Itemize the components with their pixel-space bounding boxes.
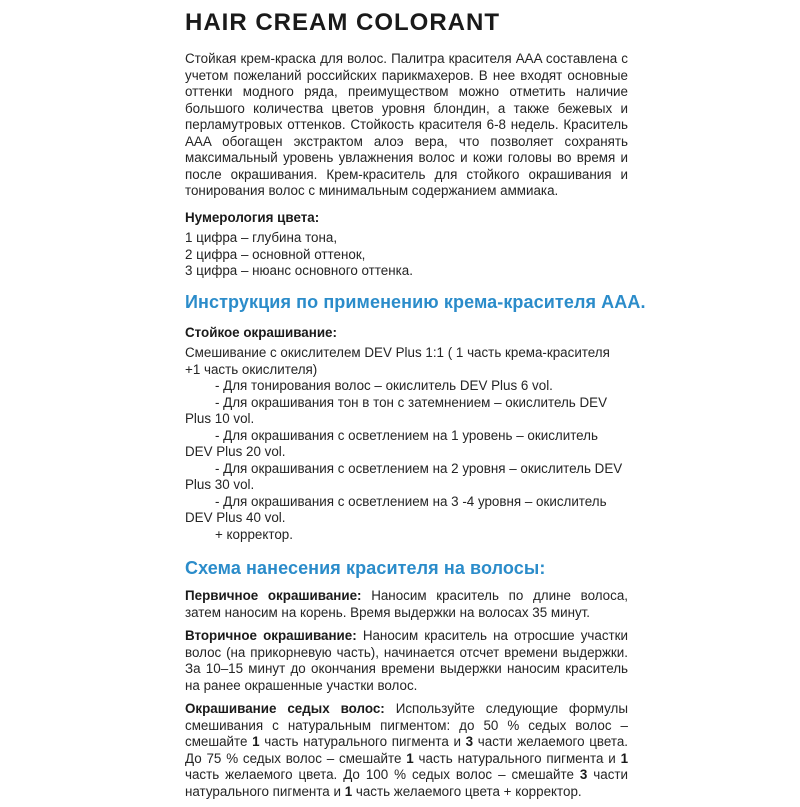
oxidizer-bullet: - Для окрашивания с осветлением на 1 уровень – окислитель DEV Plus 20 vol. — [185, 427, 598, 459]
numerology-line: 1 цифра – глубина тона, — [185, 230, 338, 245]
bold-run: 1 — [620, 750, 629, 766]
text-run: Наносим краситель по длине волоса, затем наносим на корень. Время выдержки на волосах 35 минут. — [185, 588, 628, 620]
text-run: часть натурального пигмента и — [259, 734, 466, 749]
numerology-line: 3 цифра – нюанс основного оттенка. — [185, 263, 413, 278]
numerology-line: 2 цифра – основной оттенок, — [185, 246, 366, 262]
bold-run: 1 — [406, 750, 414, 766]
bold-run: 3 — [579, 767, 588, 782]
bold-run: 3 — [465, 734, 474, 749]
document-page — [185, 9, 646, 807]
oxidizer-bullet-list — [185, 378, 628, 543]
oxidizer-bullet: - Для окрашивания с осветлением на 3 -4 уровня – окислитель DEV Plus 40 vol. — [185, 493, 607, 525]
numerology-lines — [185, 230, 628, 280]
text-run: часть желаемого цвета. До 100 % седых волос – смешайте — [185, 767, 580, 782]
numerology-section — [185, 210, 628, 280]
text-run: части натурального пигмента и — [185, 767, 629, 799]
text-run: часть натурального пигмента и — [413, 750, 621, 766]
permanent-dye-heading: Стойкое окрашивание: — [185, 324, 337, 340]
numerology-heading: Нумерология цвета: — [185, 209, 320, 225]
bold-run: Окрашивание седых волос: — [185, 701, 385, 716]
permanent-dye-section — [185, 325, 628, 544]
bold-run: Первичное окрашивание: — [185, 588, 362, 603]
bold-run: Вторичное окрашивание: — [185, 628, 357, 643]
text-run: часть желаемого цвета + корректор. — [352, 783, 582, 799]
oxidizer-bullet: - Для окрашивания тон в тон с затемнением – окислитель DEV Plus 10 vol. — [185, 394, 608, 426]
mixing-note: Смешивание с окислителем DEV Plus 1:1 ( 1 часть крема-красителя +1 часть окислителя) — [185, 345, 610, 377]
text-run: части желаемого цвета. До 75 % седых волос – смешайте — [185, 734, 629, 766]
bold-run: 1 — [252, 734, 260, 749]
text-run: Наносим краситель на отросшие участки волос (на прикорневую часть), начинается отсчет времени выдержки. За 10–15 минут до окончания времени выдержки наносим краситель на ранее окрашенные участки волос. — [185, 628, 628, 693]
bold-run: 1 — [344, 783, 353, 799]
application-paragraph — [185, 701, 628, 800]
application-paragraphs — [185, 588, 628, 800]
application-paragraph — [185, 628, 628, 694]
oxidizer-bullet: - Для тонирования волос – окислитель DEV Plus 6 vol. — [215, 378, 553, 393]
application-paragraph — [185, 588, 628, 621]
oxidizer-bullet: + корректор. — [215, 526, 293, 542]
intro-paragraph: Стойкая крем-краска для волос. Палитра красителя AAA составлена с учетом пожеланий российских парикмахеров. В нее входят основные оттенки модного ряда, преимуществом можно отметить наличие большого количества цветов уровня блондин, а также бежевых и перламутровых оттенков. Стойкость красителя 6-8 недель. Краситель AAA обогащен экстрактом алоэ вера, что позволяет сохранять максимальный уровень увлажнения волос и кожи головы во время и после окрашивания. Крем-краситель для стойкого окрашивания и тонирования волос с минимальным содержанием аммиака. — [185, 51, 628, 198]
application-heading: Схема нанесения красителя на волосы: — [185, 558, 546, 578]
text-run: Используйте следующие формулы смешивания с натуральным пигментом: до 50 % седых волос – смешайте — [185, 701, 628, 749]
oxidizer-bullet: - Для окрашивания с осветлением на 2 уровня – окислитель DEV Plus 30 vol. — [185, 460, 623, 492]
instructions-heading: Инструкция по применению крема-красителя AAA. — [185, 291, 646, 312]
document-title: HAIR CREAM COLORANT — [185, 9, 500, 36]
